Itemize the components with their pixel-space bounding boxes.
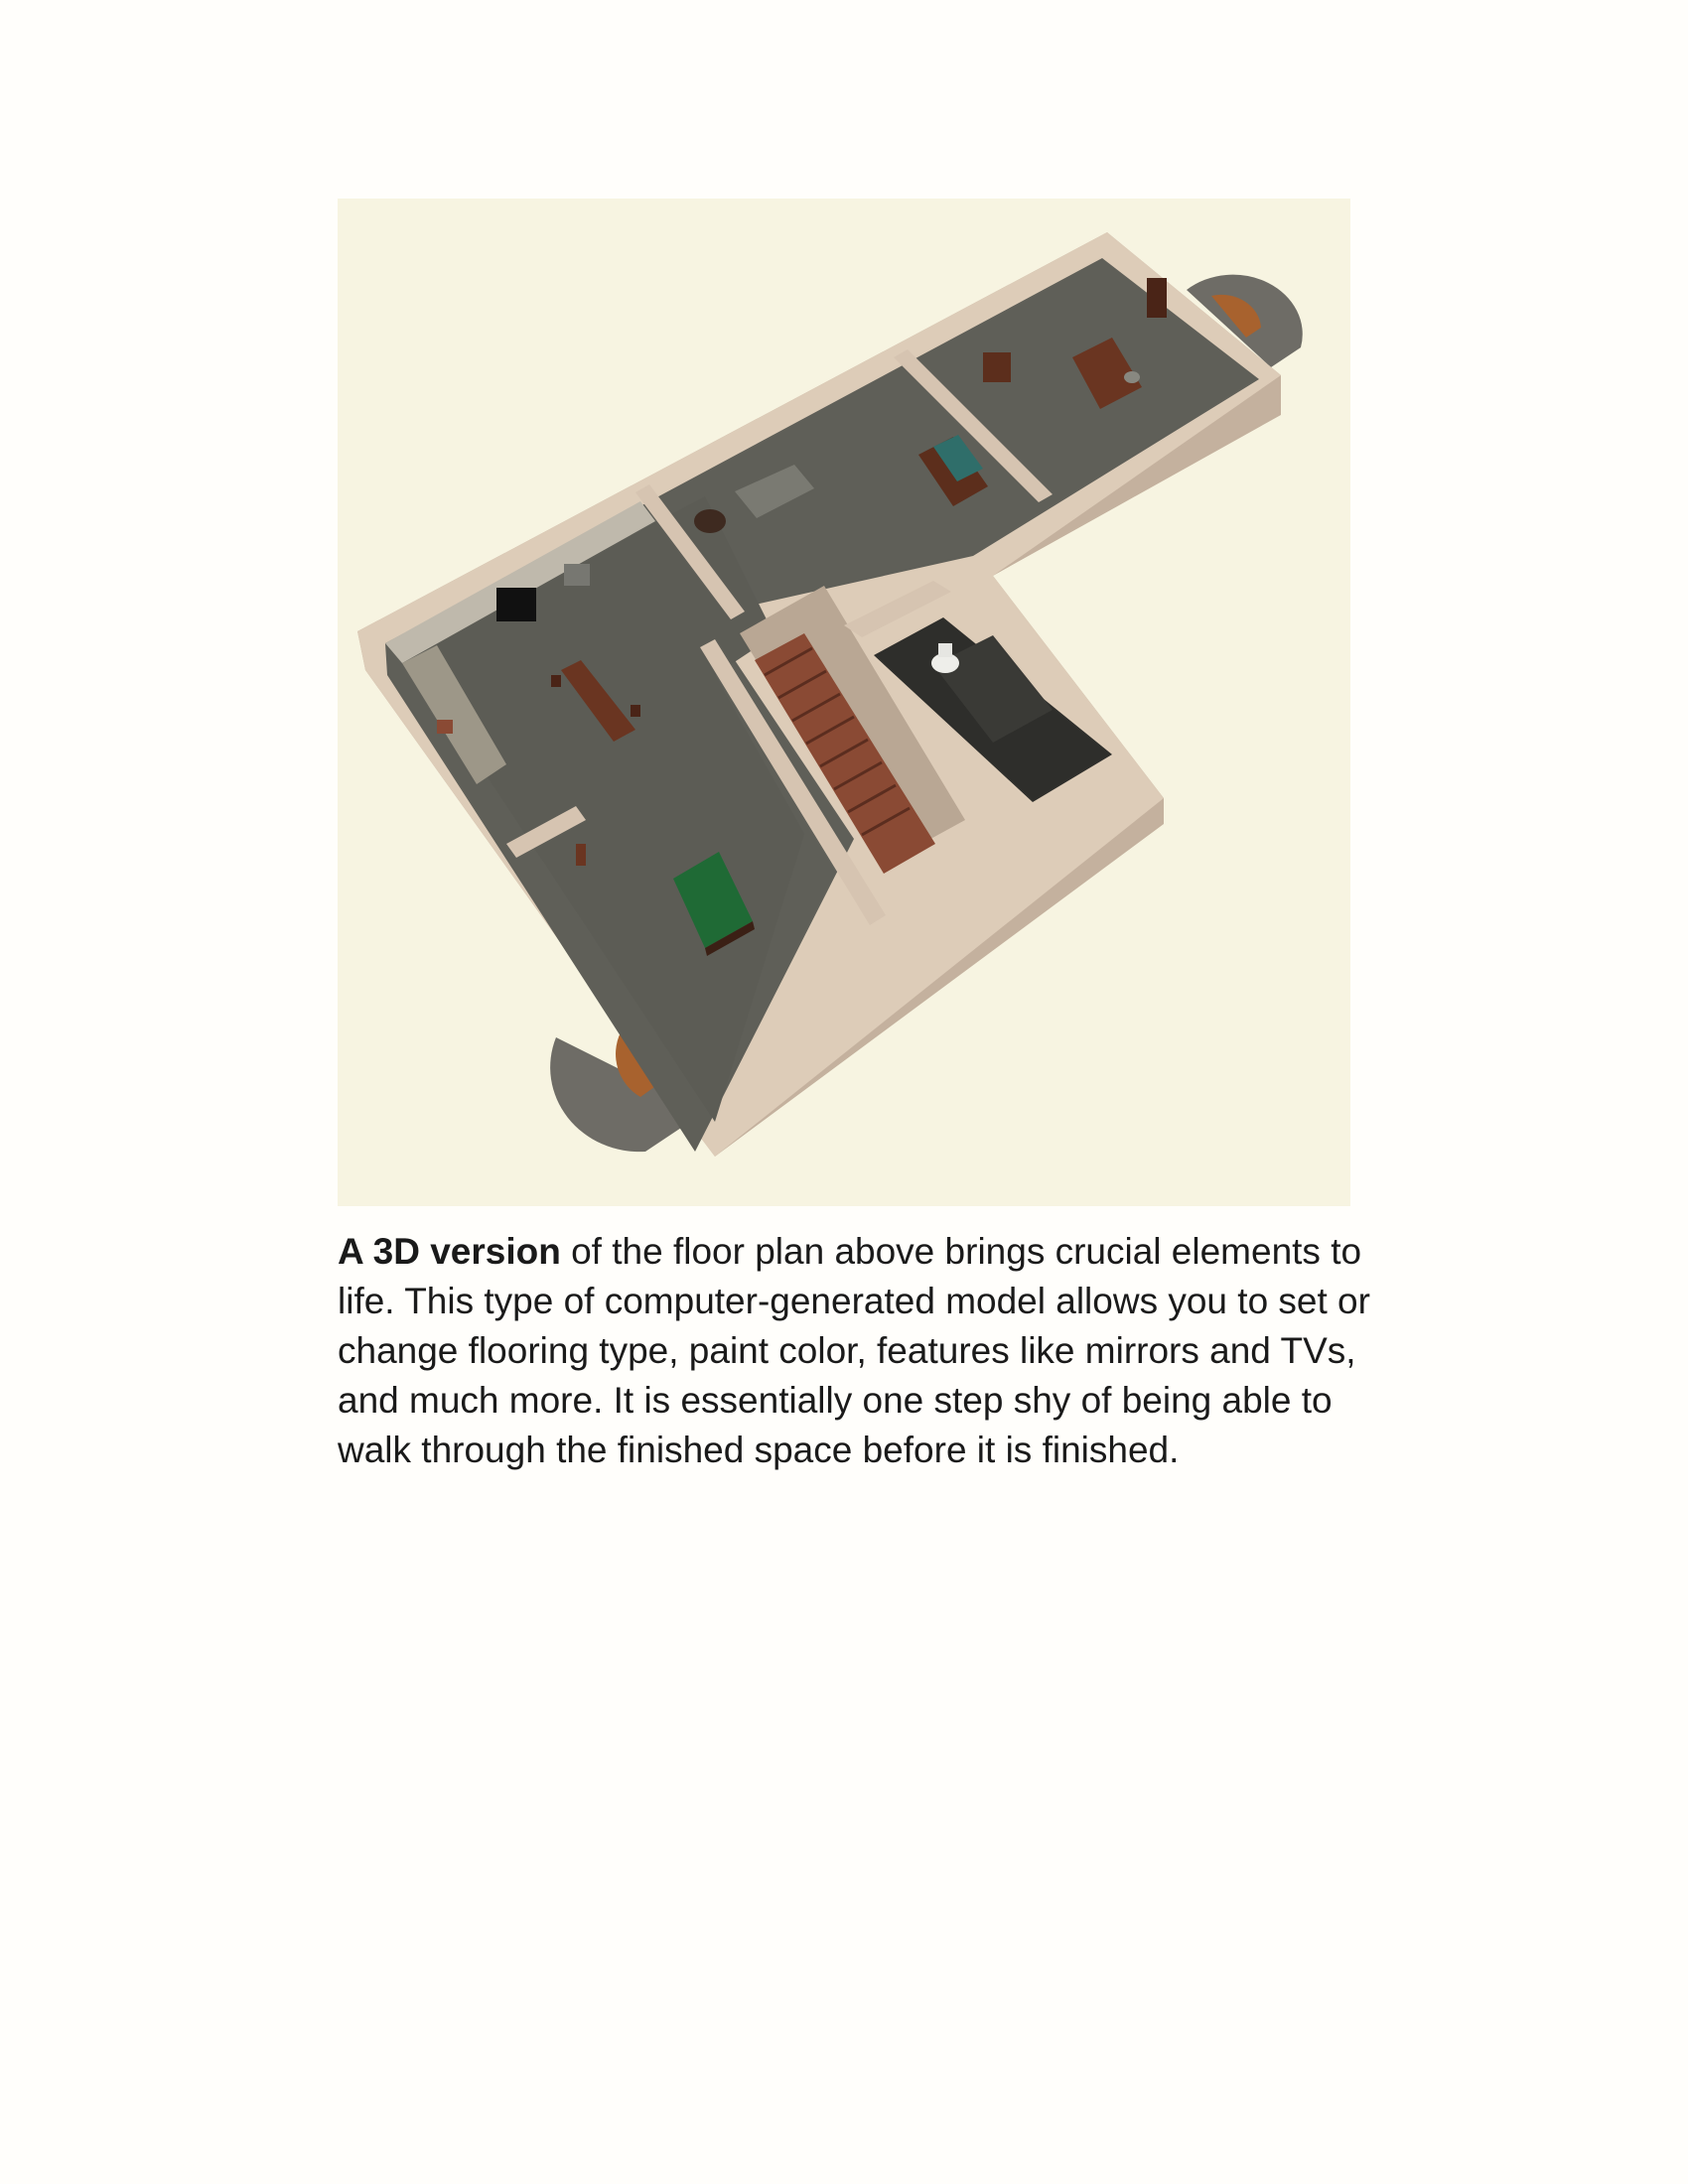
floor-plan-3d-render: [338, 199, 1350, 1206]
caption-lead: A 3D version: [338, 1231, 561, 1272]
side-cabinet-2: [437, 720, 453, 734]
basement-3d-model-icon: [338, 199, 1350, 1206]
side-cabinet: [576, 844, 586, 866]
figure-caption: [338, 1227, 1390, 1475]
caption-body: of the floor plan above brings crucial elements to life. This type of computer-generated model allows you to set or change flooring type, paint color, features like mirrors and TVs, and much more. It is essentially one step shy of being able to walk through the finished space before it is finished.: [338, 1231, 1370, 1470]
